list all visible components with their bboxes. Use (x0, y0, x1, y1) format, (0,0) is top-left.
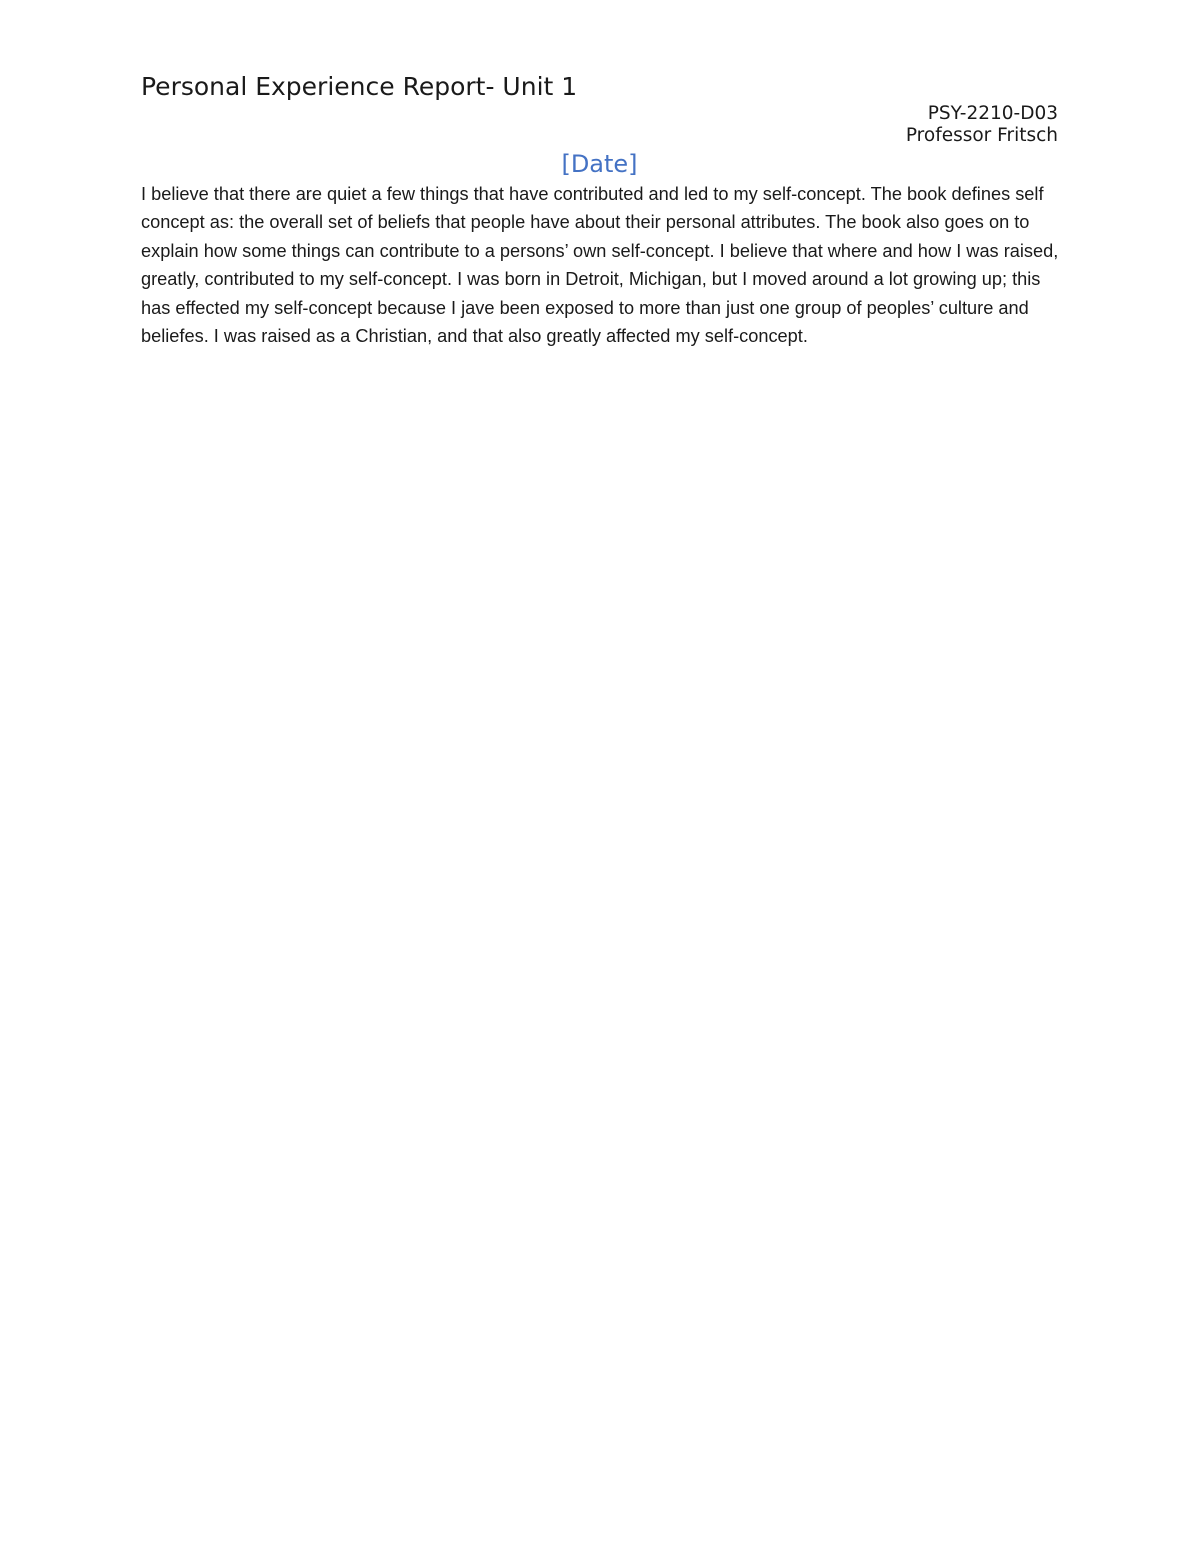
professor-name: Professor Fritsch (905, 125, 1058, 146)
course-info-block (906, 103, 1058, 147)
date-placeholder[interactable]: [Date] (561, 150, 638, 178)
course-code: PSY-2210-D03 (927, 103, 1058, 124)
body-paragraph: I believe that there are quiet a few things that have contributed and led to my self-concept. The book defines self concept as: the overall set of beliefs that people have about their personal attributes. The book also goes on to explain how some things can contribute to a persons’ own self-concept. I believe that where and how I was raised, greatly, contributed to my self-concept. I was born in Detroit, Michigan, but I moved around a lot growing up; this has effected my self-concept because I jave been exposed to more than just one group of peoples’ culture and beliefes. I was raised as a Christian, and that also greatly affected my self-concept. (141, 184, 1059, 347)
document-title: Personal Experience Report- Unit 1 (141, 72, 578, 101)
